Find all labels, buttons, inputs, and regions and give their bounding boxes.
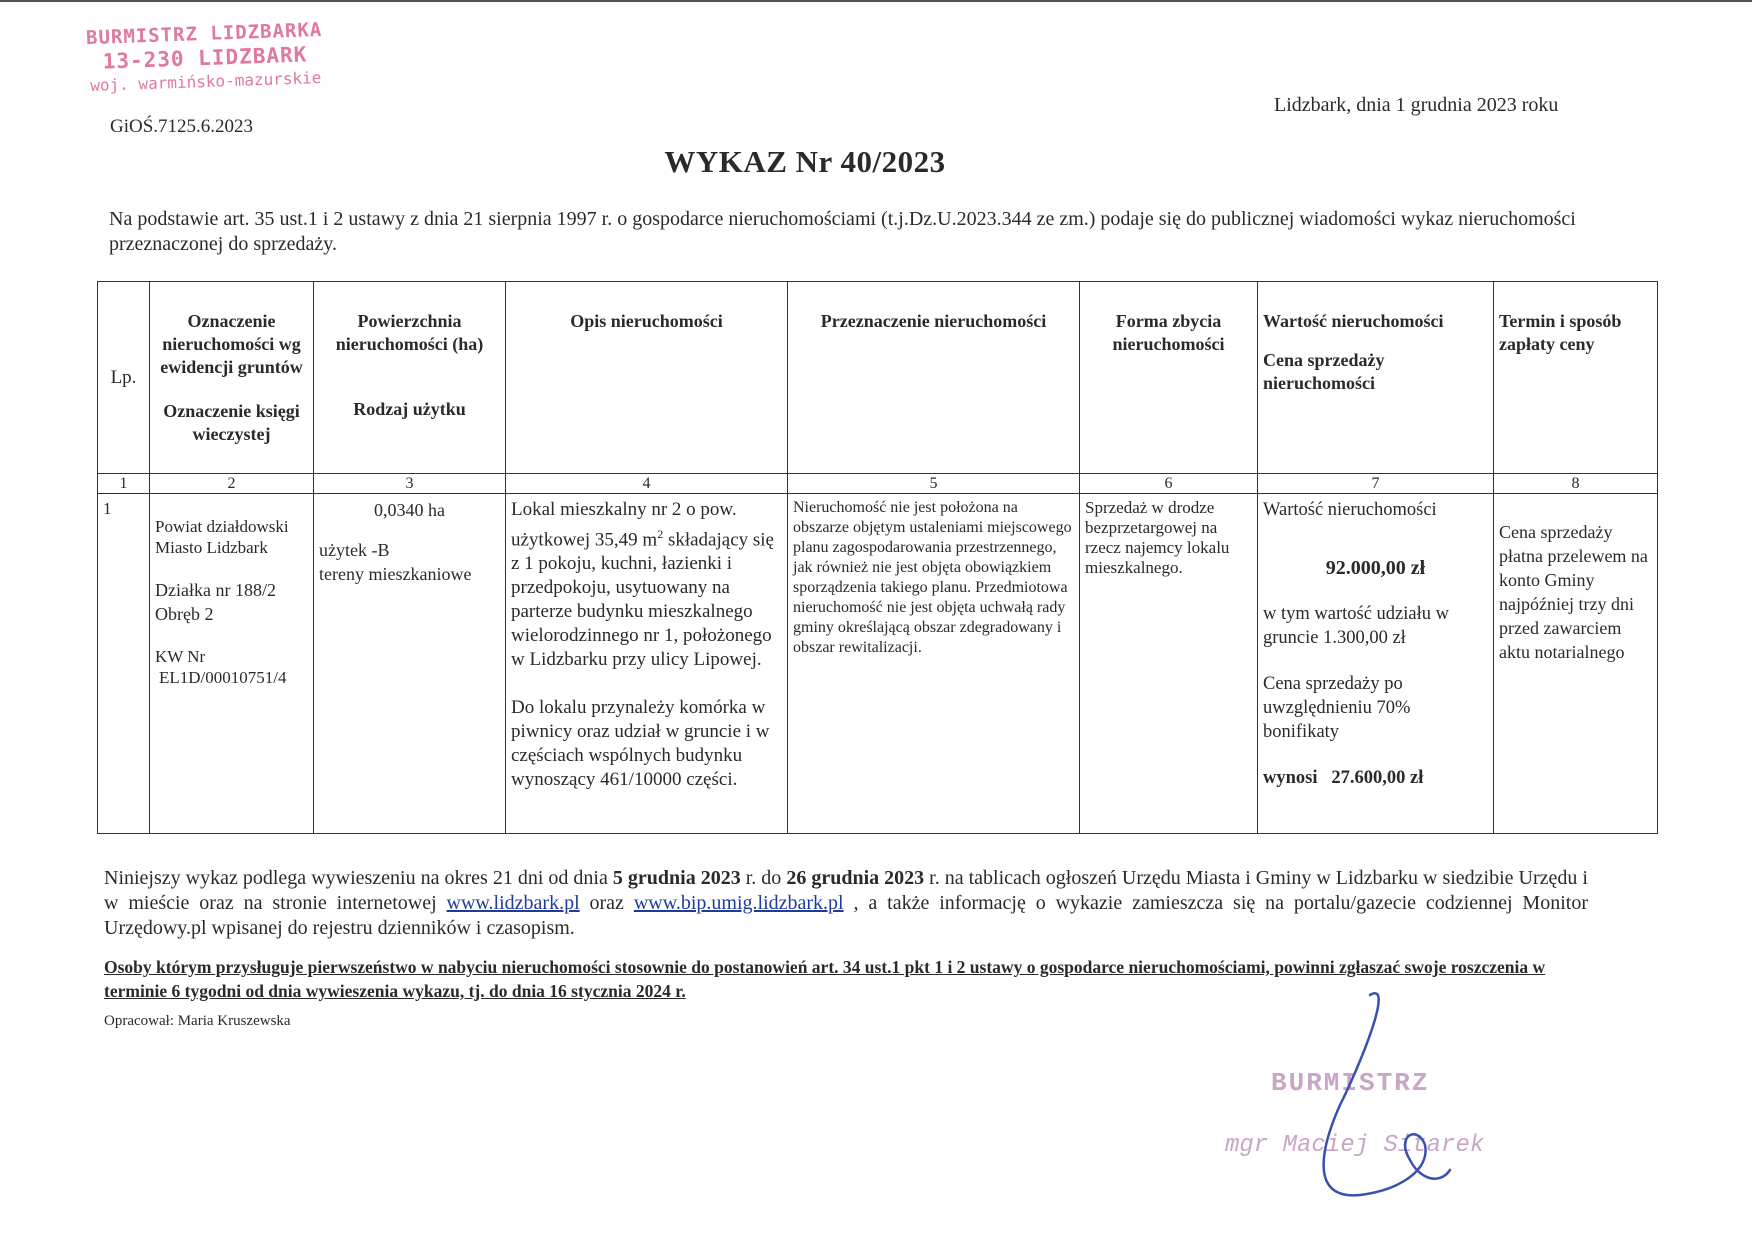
row-designation bbox=[150, 494, 314, 834]
header-price: Cena sprzedaży nieruchomości bbox=[1263, 350, 1385, 393]
signature-name: mgr Maciej Sitarek bbox=[1225, 1132, 1485, 1159]
row-value-label: Wartość nieruchomości bbox=[1263, 500, 1437, 520]
col-number-4: 4 bbox=[506, 474, 788, 494]
row-area-value: 0,0340 ha bbox=[374, 500, 445, 520]
row-lp: 1 bbox=[98, 494, 150, 834]
notice-text-4: oraz bbox=[579, 892, 634, 914]
header-stamp-line2: 13-230 LIDZBARK bbox=[102, 42, 308, 74]
row-county: Powiat działdowski bbox=[155, 517, 289, 536]
row-purpose: Nieruchomość nie jest położona na obszarze objętym ustaleniami miejscowego planu zagospodarowania przestrzennego, jak również nie jest objęta obowiązkiem sporządzenia takiego planu. Przedmiotowa nieruchomość nie jest objęta uchwałą rady gminy określającą obszar zdegradowany i obszar rewitalizacji. bbox=[788, 494, 1080, 834]
header-area bbox=[314, 282, 506, 474]
row-value-amount: 92.000,00 zł bbox=[1325, 557, 1426, 579]
row-description-p2: Do lokalu przynależy komórka w piwnicy oraz udział w gruncie i w częściach wspólnych budynku wynoszący 461/10000 części. bbox=[511, 697, 770, 791]
notice-end-date: 26 grudnia 2023 bbox=[786, 867, 925, 889]
row-kw-label: KW Nr bbox=[155, 647, 206, 666]
notice-start-date: 5 grudnia 2023 bbox=[612, 867, 741, 889]
header-land-register: Oznaczenie księgi wieczystej bbox=[163, 401, 300, 444]
header-purpose: Przeznaczenie nieruchomości bbox=[788, 282, 1080, 474]
row-description-p1-start: Lokal mieszkalny nr 2 o pow. użytkowej 35,49 m bbox=[511, 499, 737, 551]
row-description-sup: 2 bbox=[657, 527, 664, 541]
table-row bbox=[98, 494, 1658, 834]
notice-text-1: Niniejszy wykaz podlega wywieszeniu na okres 21 dni od dnia bbox=[104, 867, 613, 889]
signature-role: BURMISTRZ bbox=[1271, 1068, 1430, 1098]
row-area bbox=[314, 494, 506, 834]
row-disposal-form: Sprzedaż w drodze bezprzetargowej na rzecz najemcy lokalu mieszkalnego. bbox=[1080, 494, 1258, 834]
document-date: Lidzbark, dnia 1 grudnia 2023 roku bbox=[1274, 94, 1559, 116]
row-use-type: użytek -B bbox=[319, 540, 390, 560]
header-lp: Lp. bbox=[98, 282, 150, 474]
reference-number: GiOŚ.7125.6.2023 bbox=[110, 116, 254, 137]
claims-paragraph: Osoby którym przysługuje pierwszeństwo w nabyciu nieruchomości stosownie do postanowień art. 34 ust.1 pkt 1 i 2 ustawy o gospodarce nieruchomościami, powinni zgłaszać swoje roszczenia w terminie 6 tygodni od dnia wywieszenia wykazu, tj. do dnia 16 stycznia 2024 r. bbox=[104, 957, 1546, 1001]
header-designation bbox=[150, 282, 314, 474]
row-description-p1 bbox=[511, 498, 782, 672]
row-town: Miasto Lidzbark bbox=[155, 538, 268, 557]
header-stamp bbox=[59, 17, 351, 99]
row-precinct: Obręb 2 bbox=[155, 604, 214, 624]
row-use-description: tereny mieszkaniowe bbox=[319, 564, 472, 584]
header-designation-top: Oznaczenie nieruchomości wg ewidencji gruntów bbox=[160, 311, 303, 377]
row-value-share: w tym wartość udziału w gruncie 1.300,00 zł bbox=[1263, 604, 1449, 648]
row-value bbox=[1258, 494, 1494, 834]
handwritten-signature-icon bbox=[1300, 985, 1460, 1205]
row-kw-number: EL1D/00010751/4 bbox=[159, 668, 287, 687]
row-payment-terms: Cena sprzedaży płatna przelewem na konto Gminy najpóźniej trzy dni przed zawarciem aktu notarialnego bbox=[1494, 494, 1658, 834]
col-number-1: 1 bbox=[98, 474, 150, 494]
table-header-row bbox=[98, 282, 1658, 474]
intro-paragraph: Na podstawie art. 35 ust.1 i 2 ustawy z dnia 21 sierpnia 1997 r. o gospodarce nieruchomościami (t.j.Dz.U.2023.344 ze zm.) podaje się do publicznej wiadomości wykaz nieruchomości przeznaczonej do sprzedaży. bbox=[109, 208, 1576, 255]
notice-text-5: , a także informację o wykazie zamieszcza się na portalu/gazecie codziennej Monitor Urzędowy.pl wpisanej do rejestru dzienników i czasopism. bbox=[104, 892, 1588, 939]
row-price-label: Cena sprzedaży po uwzględnieniu 70% bonifikaty bbox=[1263, 674, 1411, 742]
notice-text-3: r. na tablicach ogłoszeń Urzędu Miasta i Gminy w Lidzbarku w siedzibie Urzędu i w mieście oraz na stronie internetowej bbox=[104, 867, 1588, 914]
col-number-2: 2 bbox=[150, 474, 314, 494]
row-description bbox=[506, 494, 788, 834]
link-bip[interactable]: www.bip.umig.lidzbark.pl bbox=[633, 892, 844, 914]
col-number-6: 6 bbox=[1080, 474, 1258, 494]
header-value bbox=[1258, 282, 1494, 474]
notice-paragraph bbox=[104, 866, 1588, 941]
prepared-by: Opracował: Maria Kruszewska bbox=[104, 1013, 291, 1029]
col-number-7: 7 bbox=[1258, 474, 1494, 494]
header-description: Opis nieruchomości bbox=[506, 282, 788, 474]
table-number-row bbox=[98, 474, 1658, 494]
top-border-line bbox=[0, 0, 1752, 2]
row-price-value: 27.600,00 zł bbox=[1331, 768, 1424, 788]
row-price-prefix: wynosi bbox=[1263, 768, 1318, 788]
header-area-top: Powierzchnia nieruchomości (ha) bbox=[335, 311, 484, 354]
header-payment-terms: Termin i sposób zapłaty ceny bbox=[1494, 282, 1658, 474]
col-number-5: 5 bbox=[788, 474, 1080, 494]
link-lidzbark[interactable]: www.lidzbark.pl bbox=[446, 892, 580, 914]
header-use-type: Rodzaj użytku bbox=[353, 399, 466, 419]
col-number-8: 8 bbox=[1494, 474, 1658, 494]
row-description-p1-end: składający się z 1 pokoju, kuchni, łazienki i przedpokoju, usytuowany na parterze budynku mieszkalnego wielorodzinnego nr 1, położonego w Lidzbarku przy ulicy Lipowej. bbox=[511, 529, 774, 671]
header-disposal-form: Forma zbycia nieruchomości bbox=[1080, 282, 1258, 474]
col-number-3: 3 bbox=[314, 474, 506, 494]
row-price bbox=[1263, 766, 1488, 790]
document-title: WYKAZ Nr 40/2023 bbox=[664, 144, 946, 179]
property-table bbox=[97, 281, 1658, 834]
row-plot: Działka nr 188/2 bbox=[155, 580, 276, 600]
header-value-top: Wartość nieruchomości bbox=[1263, 311, 1444, 331]
header-stamp-line1: BURMISTRZ LIDZBARKA bbox=[85, 18, 323, 50]
notice-text-2: r. do bbox=[740, 867, 787, 889]
header-stamp-line3: woj. warmińsko-mazurskie bbox=[89, 67, 322, 96]
